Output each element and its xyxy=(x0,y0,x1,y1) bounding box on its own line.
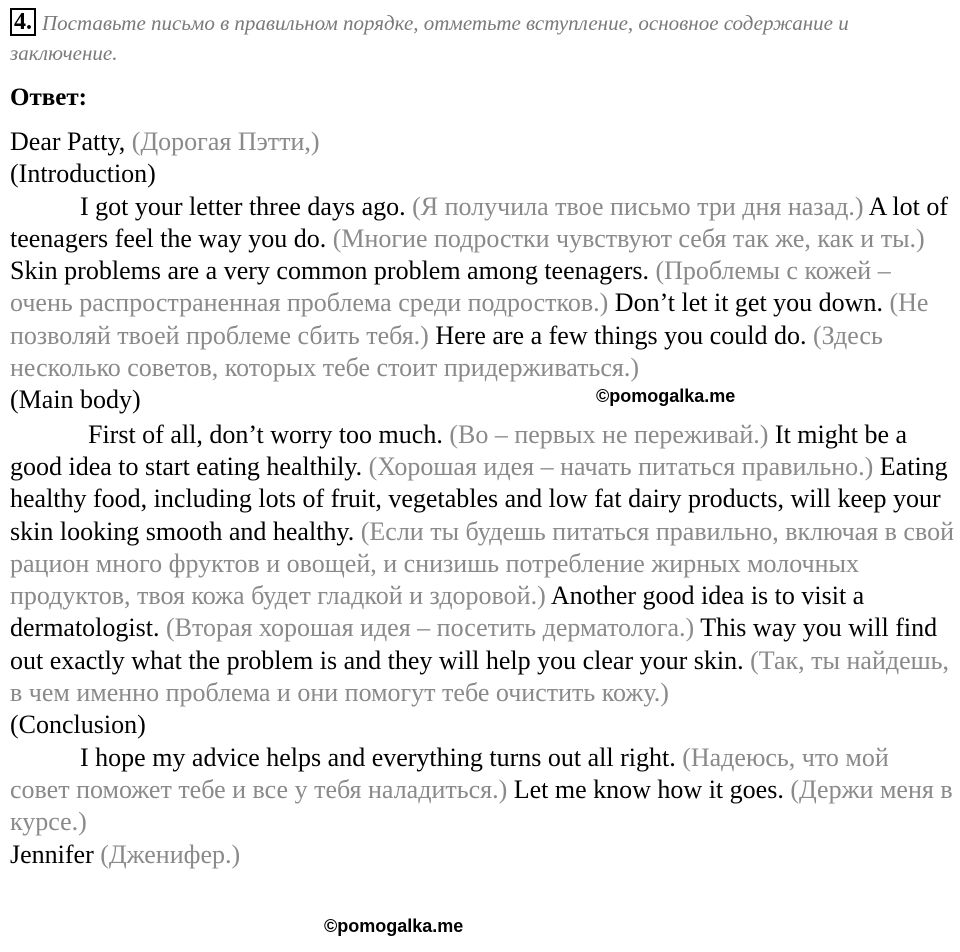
task-statement xyxy=(10,8,950,68)
sentence-ru: (Я получила твое письмо три дня назад.) xyxy=(412,191,864,221)
sentence-en: Eating healthy food, including lots of fruit, vegetables and low fat dairy products, will keep your skin looking smooth and healthy. xyxy=(10,451,948,546)
sentence-en: It might be a good idea to start eating healthily. xyxy=(10,419,908,481)
task-text: Поставьте письмо в правильном порядке, отметьте вступление, основное содержание и заключение. xyxy=(10,11,849,65)
sentence-en: A lot of teenagers feel the way you do. xyxy=(10,191,949,253)
sentence-en: I got your letter three days ago. xyxy=(80,191,406,221)
sentence-en: Don’t let it get you down. xyxy=(614,288,883,318)
paragraph-main-body xyxy=(10,419,954,710)
watermark: ©pomogalka.me xyxy=(324,916,464,936)
signature-en: Jennifer xyxy=(10,839,94,869)
letter-body xyxy=(10,126,954,871)
greeting xyxy=(10,126,954,158)
sentence-ru: (Здесь несколько советов, которых тебе стоит придерживаться.) xyxy=(10,320,883,383)
sentence-ru: (Вторая хорошая идея – посетить дерматолога.) xyxy=(165,613,695,643)
watermark: ©pomogalka.me xyxy=(596,386,736,406)
sentence-en: First of all, don’t worry too much. xyxy=(88,419,443,449)
section-label-main-body: (Main body) xyxy=(10,385,141,415)
sentence-ru: (Многие подростки чувствуют себя так же, как и ты.) xyxy=(332,223,925,253)
sentence-en: I hope my advice helps and everything turns out all right. xyxy=(80,742,676,772)
sentence-en: This way you will find out exactly what the problem is and they will help you clear your skin. xyxy=(10,613,938,675)
sentence-ru: (Так, ты найдешь, в чем именно проблема и они помогут тебе очистить кожу.) xyxy=(10,645,950,708)
greeting-en: Dear Patty, xyxy=(10,127,126,156)
sentence-ru: (Хорошая идея – начать питаться правильно.) xyxy=(368,451,874,481)
answer-label: Ответ: xyxy=(10,84,87,111)
sentence-en: Here are a few things you could do. xyxy=(435,320,807,350)
sentence-ru: (Надеюсь, что мой совет поможет тебе и все у тебя наладиться.) xyxy=(10,742,889,804)
paragraph-introduction xyxy=(10,191,954,385)
signature xyxy=(10,839,954,871)
sentence-en: Let me know how it goes. xyxy=(513,774,784,804)
sentence-en: Skin problems are a very common problem among teenagers. xyxy=(10,256,649,286)
section-label-introduction: (Introduction) xyxy=(10,159,156,189)
sentence-ru: (Если ты будешь питаться правильно, включая в свой рацион много фруктов и овощей, и снизишь потребление жирных молочных продуктов, твоя кожа будет гладкой и здоровой.) xyxy=(10,516,954,611)
sentence-ru: (Не позволяй твоей проблеме сбить тебя.) xyxy=(10,288,929,350)
paragraph-conclusion xyxy=(10,742,954,839)
sentence-ru: (Во – первых не переживай.) xyxy=(449,419,769,449)
greeting-ru: (Дорогая Пэтти,) xyxy=(131,127,320,156)
sentence-ru: (Держи меня в курсе.) xyxy=(10,774,953,837)
sentence-ru: (Проблемы с кожей – очень распространенная проблема среди подростков.) xyxy=(10,256,891,318)
task-number: 4. xyxy=(10,8,36,36)
section-label-conclusion: (Conclusion) xyxy=(10,710,146,740)
sentence-en: Another good idea is to visit a dermatologist. xyxy=(10,581,865,643)
signature-ru: (Дженифер.) xyxy=(100,839,241,869)
